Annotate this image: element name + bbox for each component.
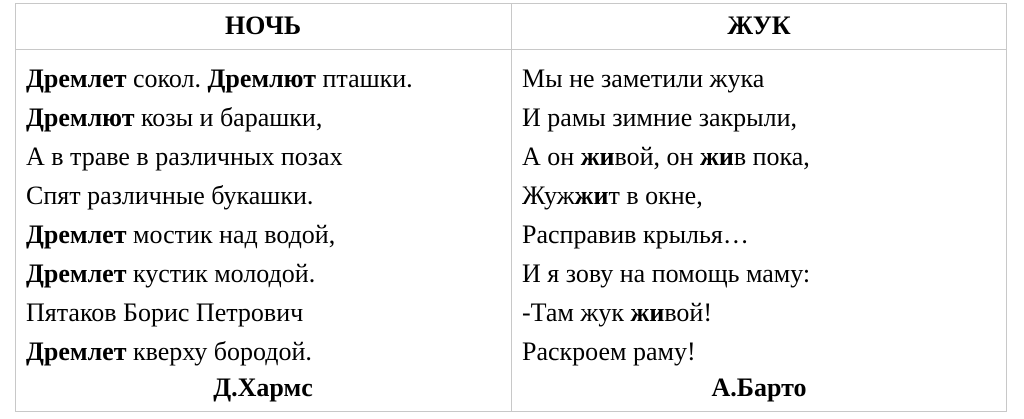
text-segment: т в окне, — [608, 181, 703, 210]
text-segment: Раскроем раму! — [522, 337, 696, 366]
text-segment: Мы не заметили жука — [522, 64, 765, 93]
poem-line — [522, 254, 1002, 293]
text-segment: А он — [522, 142, 581, 171]
poem-left — [26, 59, 506, 371]
column-divider — [511, 3, 512, 412]
poem-right — [522, 59, 1002, 371]
text-segment: вой! — [664, 298, 712, 327]
poem-line — [26, 332, 506, 371]
text-segment: мостик над водой, — [126, 220, 336, 249]
text-segment: -Там жук — [522, 298, 631, 327]
poem-line — [26, 137, 506, 176]
table-left-border — [15, 3, 16, 412]
poems-table — [15, 3, 1007, 412]
bold-segment: Дремлют — [26, 103, 135, 132]
poem-line — [522, 137, 1002, 176]
poem-line — [522, 293, 1002, 332]
text-segment: сокол. — [126, 64, 208, 93]
author-right: А.Барто — [711, 373, 807, 402]
text-segment: Жуж — [522, 181, 575, 210]
text-segment: пташки. — [315, 64, 413, 93]
bold-segment: жи — [699, 142, 734, 171]
bold-segment: Дремлют — [207, 64, 316, 93]
poem-line — [26, 215, 506, 254]
text-segment: Расправив крылья… — [522, 220, 749, 249]
poem-line — [522, 176, 1002, 215]
table-right-border — [1006, 3, 1007, 412]
text-segment: кустик молодой. — [126, 259, 316, 288]
bold-segment: жи — [630, 298, 665, 327]
header-right — [512, 3, 1006, 49]
text-segment: козы и барашки, — [134, 103, 323, 132]
poem-title-left: НОЧЬ — [224, 11, 302, 40]
text-segment: кверху бородой. — [126, 337, 312, 366]
text-segment: А в траве в различных позах — [26, 142, 343, 171]
poem-line — [26, 98, 506, 137]
text-segment: вой, он — [614, 142, 700, 171]
poem-line — [522, 332, 1002, 371]
poem-line — [26, 59, 506, 98]
bold-segment: жи — [574, 181, 609, 210]
bold-segment: Дремлет — [26, 220, 127, 249]
poem-line — [26, 176, 506, 215]
text-segment: в пока, — [733, 142, 810, 171]
poem-line — [522, 215, 1002, 254]
bold-segment: жи — [580, 142, 615, 171]
bold-segment: Дремлет — [26, 64, 127, 93]
text-segment: И рамы зимние закрыли, — [522, 103, 798, 132]
bold-segment: Дремлет — [26, 337, 127, 366]
author-left: Д.Хармс — [213, 373, 313, 402]
poem-line — [26, 293, 506, 332]
poem-line — [26, 254, 506, 293]
header-left — [15, 3, 511, 49]
bold-segment: Дремлет — [26, 259, 127, 288]
poem-line — [522, 59, 1002, 98]
text-segment: И я зову на помощь маму: — [522, 259, 811, 288]
text-segment: Спят различные букашки. — [26, 181, 314, 210]
text-segment: Пятаков Борис Петрович — [26, 298, 304, 327]
poem-line — [522, 98, 1002, 137]
poem-title-right: ЖУК — [727, 11, 791, 40]
